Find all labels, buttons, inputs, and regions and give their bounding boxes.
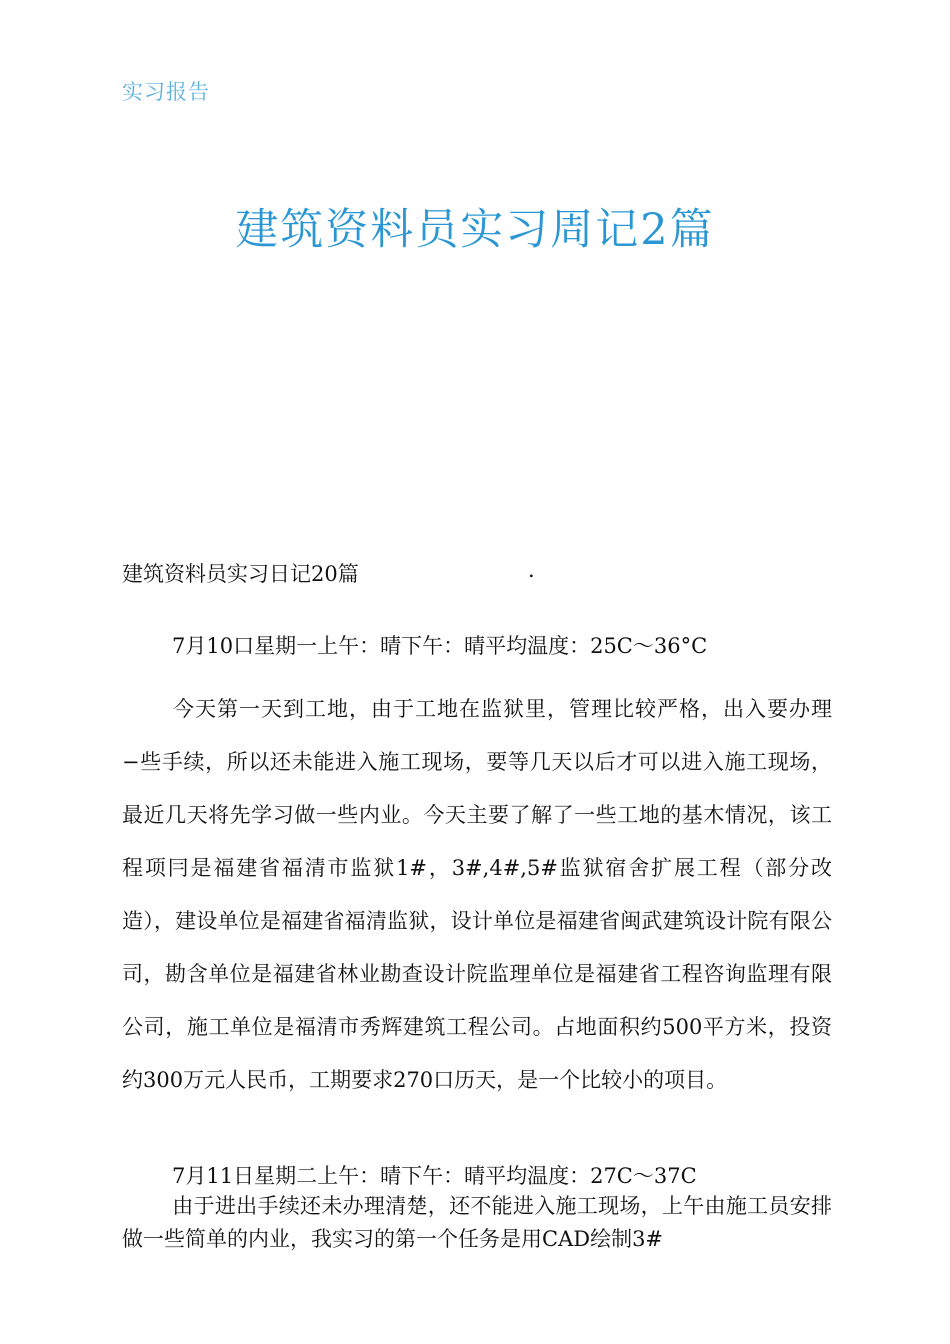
entry-header: 7月11日星期二上午：晴下午：晴平均温度：27C〜37C (172, 1164, 697, 1188)
running-header: 实习报告 (122, 80, 210, 104)
document-title: 建筑资料员实习周记2篇 (235, 205, 715, 255)
subtitle-trailing-mark: . (528, 558, 535, 582)
entry-body (122, 683, 832, 1107)
subtitle: 建筑资料员实习日记20篇 (122, 562, 359, 586)
entry-body-text: 今天第一天到工地，由于工地在监狱里，管理比较严格，出入要办理−些手续，所以还未能进入施工现场，要等几天以后才可以进入施工现场，最近几天将先学习做一些内业。今天主要了解了一些工地的基木情况，该工程项冃是福建省福清市监狱1#，3#,4#,5#监狱宿舍扩展工程（部分改造），建设单位是福建省福清监狱，设计单位是福建省闽武建筑设计院有限公司，勘含单位是福建省林业勘查设计院监理单位是福建省工程咨询监理有限公司，施工单位是福清市秀辉建筑工程公司。占地面积约500平方米，投资约300万元人民币，工期要求270口历天，是一个比较小的项目。 (122, 697, 832, 1092)
entry-body-text: 由于进出手续还未办理清楚，还不能进入施工现场，上午由施工员安排做一些简单的内业，我实习的第一个任务是用CAD绘制3# (122, 1194, 832, 1251)
entry-body (122, 1190, 832, 1256)
entry-header: 7月10口星期一上午：晴下午：晴平均温度：25C〜36°C (172, 634, 708, 658)
